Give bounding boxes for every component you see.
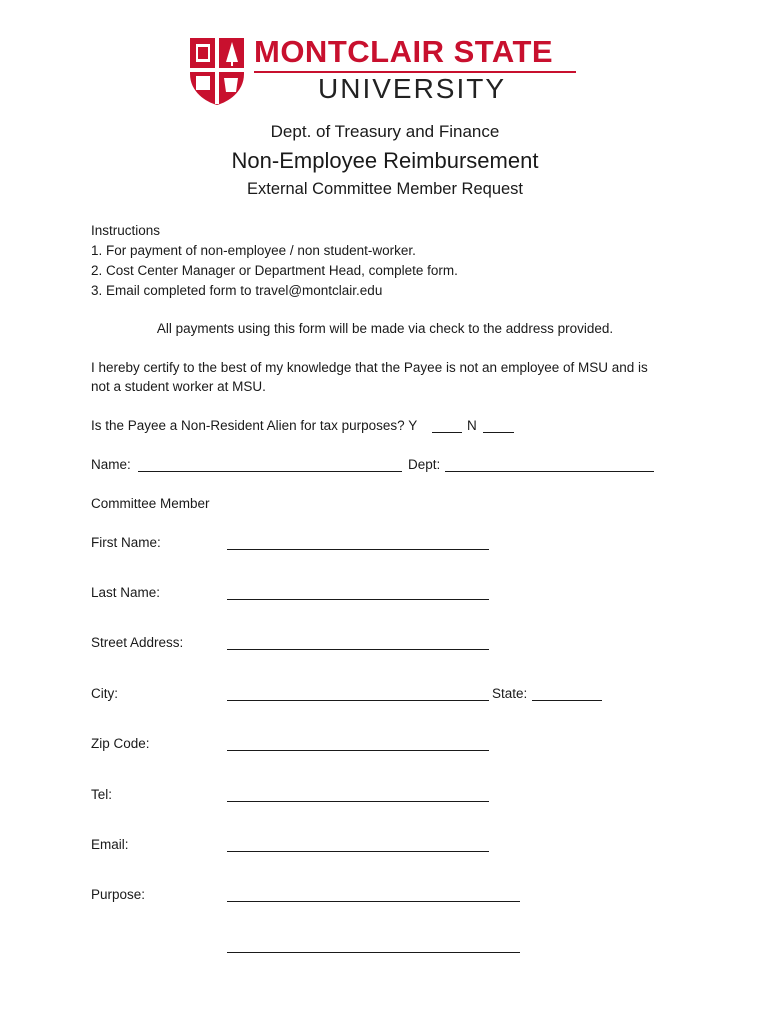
tel-label: Tel:: [91, 787, 113, 802]
payment-notice: All payments using this form will be made via check to the address provided.: [156, 321, 614, 336]
certify-line-2: not a student worker at MSU.: [91, 379, 266, 394]
first-name-field[interactable]: [227, 535, 489, 550]
name-label: Name:: [91, 457, 131, 472]
zip-code-field[interactable]: [227, 736, 489, 751]
dept-label: Dept:: [408, 457, 441, 472]
purpose-label: Purpose:: [91, 887, 146, 902]
university-logo: [188, 34, 588, 106]
nra-yes-field[interactable]: [432, 418, 462, 433]
city-label: City:: [91, 686, 118, 701]
state-label: State:: [492, 686, 528, 701]
dept-heading: Dept. of Treasury and Finance: [270, 122, 500, 141]
instruction-item: 2. Cost Center Manager or Department Head, complete form.: [91, 263, 458, 278]
form-subtitle: External Committee Member Request: [246, 180, 524, 198]
instruction-item: 1. For payment of non-employee / non student-worker.: [91, 243, 416, 258]
logo-wordmark-top: MONTCLAIR STATE: [254, 34, 554, 69]
zip-code-label: Zip Code:: [91, 736, 150, 751]
nra-no-field[interactable]: [483, 418, 514, 433]
street-address-field[interactable]: [227, 635, 489, 650]
state-field[interactable]: [532, 686, 602, 701]
name-field[interactable]: [138, 457, 402, 472]
committee-heading: Committee Member: [91, 496, 210, 511]
tel-field[interactable]: [227, 787, 489, 802]
last-name-label: Last Name:: [91, 585, 161, 600]
instruction-item: 3. Email completed form to travel@montclair.edu: [91, 283, 383, 298]
city-field[interactable]: [227, 686, 489, 701]
last-name-field[interactable]: [227, 585, 489, 600]
nra-question: Is the Payee a Non-Resident Alien for tax purposes? Y: [91, 418, 418, 433]
dept-field[interactable]: [445, 457, 654, 472]
shield-crest-icon: [188, 34, 246, 106]
nra-no-label: N: [467, 418, 477, 433]
first-name-label: First Name:: [91, 535, 161, 550]
email-field[interactable]: [227, 837, 489, 852]
instructions-heading: Instructions: [91, 223, 161, 238]
logo-wordmark-bottom: UNIVERSITY: [318, 73, 507, 104]
email-label: Email:: [91, 837, 129, 852]
purpose-field-line-2[interactable]: [227, 938, 520, 953]
street-address-label: Street Address:: [91, 635, 184, 650]
certify-line-1: I hereby certify to the best of my knowledge that the Payee is not an employee of MSU and is: [91, 360, 648, 375]
purpose-field[interactable]: [227, 887, 520, 902]
form-title: Non-Employee Reimbursement: [231, 148, 539, 173]
